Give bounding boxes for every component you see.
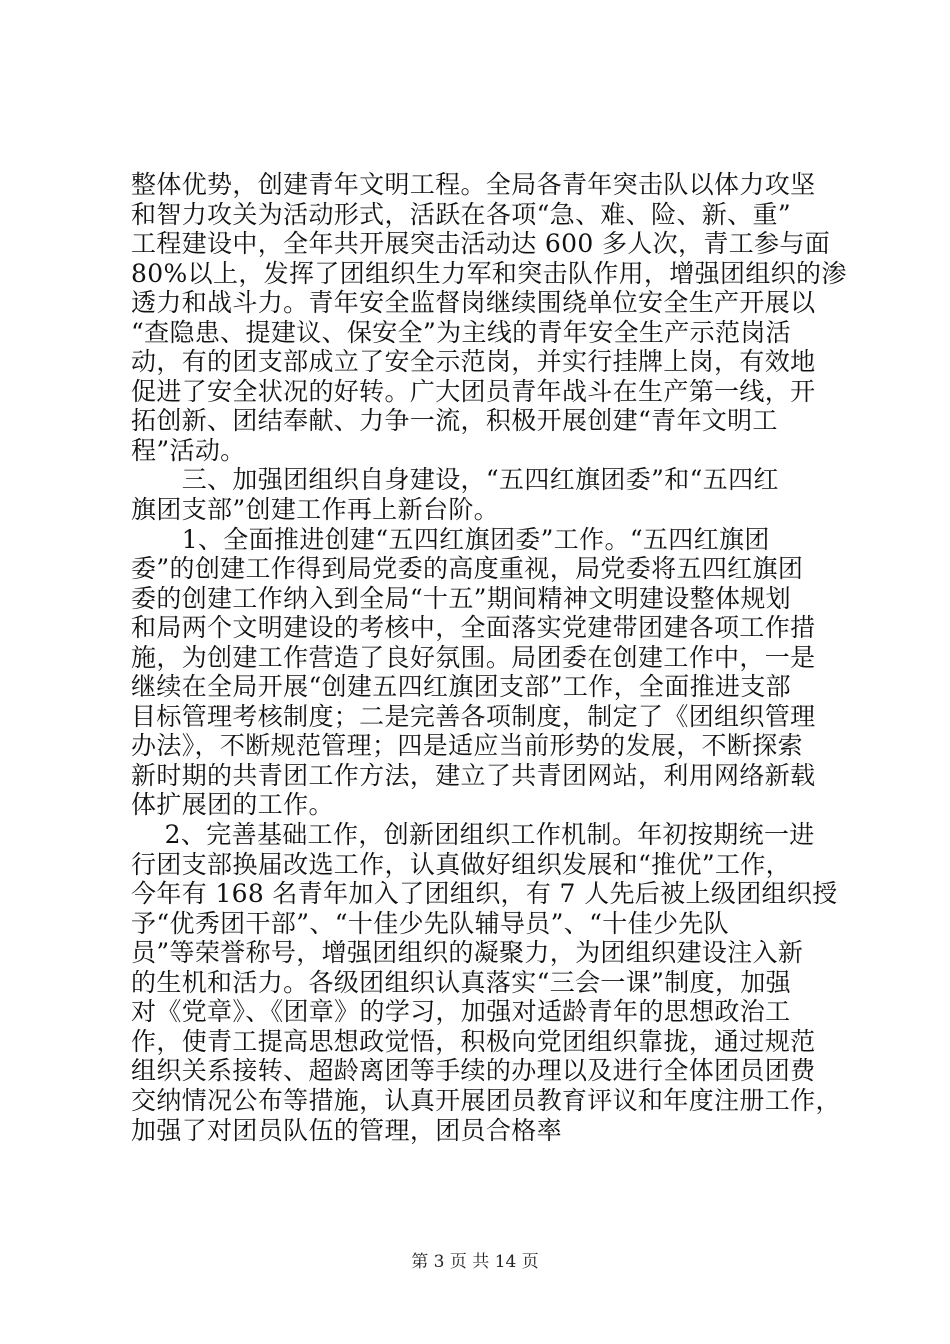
- text-line: 员”等荣誉称号，增强团组织的凝聚力，为团组织建设注入新: [131, 938, 804, 968]
- text-line: 对《党章》、《团章》的学习，加强对适龄青年的思想政治工: [131, 997, 791, 1027]
- text-line: 和智力攻关为活动形式，活跃在各项“急、难、险、新、重”: [131, 199, 792, 229]
- text-line: 的生机和活力。各级团组织认真落实“三会一课”制度，加强: [131, 967, 792, 997]
- text-line: 2、完善基础工作，创新团组织工作机制。年初按期统一进: [131, 820, 815, 850]
- text-line: 委的创建工作纳入到全局“十五”期间精神文明建设整体规划: [131, 583, 792, 613]
- text-line: 行团支部换届改选工作，认真做好组织发展和“推优”工作，: [131, 849, 792, 879]
- text-line: 促进了安全状况的好转。广大团员青年战斗在生产第一线，开: [131, 376, 816, 406]
- text-line: 1、全面推进创建“五四红旗团委”工作。“五四红旗团: [131, 524, 770, 554]
- section-heading-line: 三、加强团组织自身建设，“五四红旗团委”和“五四红: [131, 465, 779, 495]
- text-line: 办法》，不断规范管理；四是适应当前形势的发展，不断探索: [131, 731, 803, 761]
- text-line: 80%以上，发挥了团组织生力军和突击队作用，增强团组织的渗: [131, 258, 847, 288]
- section-heading-line: 旗团支部”创建工作再上新台阶。: [131, 495, 500, 525]
- text-line: 予“优秀团干部”、“十佳少先队辅导员”、“十佳少先队: [131, 908, 730, 938]
- text-line: 拓创新、团结奉献、力争一流，积极开展创建“青年文明工: [131, 406, 778, 436]
- text-line: 委”的创建工作得到局党委的高度重视，局党委将五四红旗团: [131, 554, 804, 584]
- text-line: 继续在全局开展“创建五四红旗团支部”工作，全面推进支部: [131, 672, 792, 702]
- text-line: 目标管理考核制度；二是完善各项制度，制定了《团组织管理: [131, 701, 816, 731]
- text-line: 整体优势，创建青年文明工程。全局各青年突击队以体力攻坚: [131, 170, 816, 199]
- body-text: [131, 170, 847, 1145]
- text-line: 加强了对团员队伍的管理，团员合格率: [131, 1115, 562, 1145]
- text-line: “查隐患、提建议、保安全”为主线的青年安全生产示范岗活: [131, 317, 792, 347]
- text-line: 交纳情况公布等措施，认真开展团员教育评议和年度注册工作，: [131, 1085, 841, 1115]
- text-line: 透力和战斗力。青年安全监督岗继续围绕单位安全生产开展以: [131, 288, 816, 318]
- text-line: 体扩展团的工作。: [131, 790, 334, 820]
- text-line: 新时期的共青团工作方法，建立了共青团网站，利用网络新载: [131, 760, 816, 790]
- text-line: 施，为创建工作营造了良好氛围。局团委在创建工作中，一是: [131, 642, 816, 672]
- text-line: 动，有的团支部成立了安全示范岗，并实行挂牌上岗，有效地: [131, 347, 816, 377]
- text-line: 程”活动。: [131, 435, 246, 465]
- text-line: 和局两个文明建设的考核中，全面落实党建带团建各项工作措: [131, 613, 816, 643]
- text-line: 今年有 168 名青年加入了团组织，有 7 人先后被上级团组织授: [131, 879, 838, 909]
- text-line: 组织关系接转、超龄离团等手续的办理以及进行全体团员团费: [131, 1056, 816, 1086]
- text-line: 作，使青工提高思想政觉悟，积极向党团组织靠拢，通过规范: [131, 1026, 816, 1056]
- text-line: 工程建设中，全年共开展突击活动达 600 多人次，青工参与面: [131, 229, 831, 259]
- page-number-footer: 第 3 页 共 14 页: [411, 1252, 539, 1272]
